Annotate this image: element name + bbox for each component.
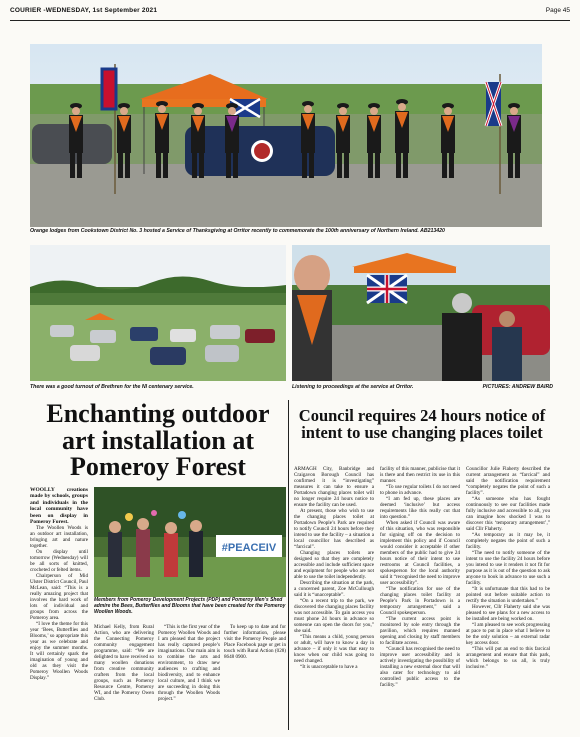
photo-listening-service — [292, 245, 550, 381]
photo-brethren-turnout — [30, 245, 286, 381]
article-paragraph: At present, those who wish to use the changing places toilet at Portadown People’s Park are required to notify Council 24 hours before they intend to use the facility – a situation a local councillor has described as “farcical”. — [294, 508, 374, 550]
article-paragraph: “The current access point is monitored by sole entry through the pavilion, which requires manned opening and closing by staff members to facilitate access. — [380, 616, 460, 646]
article-paragraph: When asked if Council was aware of this situation, who was responsible for signing off on the decision to implement this policy and if Council would consider it acceptable if other members of the public had to give 24 hours notice of their intent to use restrooms at Council facilities, a spokesperson for the local authority said it “recognised the need to improve user accessibility”. — [380, 520, 460, 586]
right-article-col3 — [466, 466, 550, 670]
left-article-col1 — [30, 487, 88, 681]
photo-caption-orange-lodges: Orange lodges from Cookstown District No. 3 hosted a Service of Thanksgiving at Orritor recently to commemorate the 100th anniversary of Northern Ireland. AB213420 — [30, 228, 445, 234]
publication-dateline: COURIER -WEDNESDAY, 1st September 2021 — [10, 7, 158, 14]
article-paragraph: To keep up to date and for further information, please visit the Pomeroy People and Place Facebook page or get in touch with Rural Action (028) 8648 0900. — [224, 624, 286, 660]
right-article-col2 — [380, 466, 460, 688]
article-paragraph: “The notification for use of the changing places toilet facility at People’s Park in Portadown is a temporary arrangement,” said a Council spokesperson. — [380, 586, 460, 616]
left-article-col3 — [158, 624, 220, 702]
article-paragraph: “The need to notify someone of the intent to use the facility 24 hours before you intend to use it renders it not fit for purpose as it is out of the question to ask anyone to book in advance to use such a facility. — [466, 550, 550, 586]
article-paragraph: “This will put an end to this farcical arrangement and ensure that this park, which belongs to us all, is truly inclusive.” — [466, 646, 550, 670]
photo-orange-lodges — [30, 44, 542, 227]
photo-woollen-woods — [94, 487, 286, 597]
article-paragraph: Describing the situation at the park, a concerned parent, Zoe McCullough said it is “unacceptable”. — [294, 580, 374, 598]
article-paragraph: However, Cllr Flaherty said she was pleased to see plans for a new access to be installed are being worked on. — [466, 604, 550, 622]
article-paragraph: “It is unacceptable to have a — [300, 664, 358, 670]
article-intro: WOOLLY creations made by schools, groups and individuals in the local community have been on display in Pomeroy Forest. — [30, 487, 88, 526]
article-paragraph: “This means a child, young person or adult, will have to know a day in advance – if only it was that easy to know when our child was going to need changed. — [294, 634, 374, 664]
article-paragraph: facility of this manner, publicise that it is there and then restrict its use in this manner. — [380, 466, 460, 484]
article-paragraph: Chairperson of Mid Ulster District Council, Paul McLean, said: “This is a really amazing project that involves the hard work of lots of individual and groups from across the Pomeroy area. — [30, 573, 89, 622]
article-paragraph: Changing places toilets are designed so that they are completely accessible and include sufficient space and equipment for people who are not able to use the toilet independently. — [294, 550, 374, 580]
left-article-col4 — [224, 624, 286, 660]
photo-caption-woollen-woods: Members from Pomeroy Development Projects (PDP) and Pomeroy Men’s Shed admire the Bees, Butterflies and Blooms that have been created for the Pomeroy Woollen Woods. — [94, 597, 286, 615]
article-paragraph: “Council has recognised the need to improve user accessibility and is actively investigating the possibility of installing a new external door that will also cater for technology to aid controlled public access to the facility.” — [380, 646, 460, 688]
article-paragraph: “I am pleased to see work progressing at pace to put in place what I believe to be the only solution – an external radar key access door. — [466, 622, 550, 646]
column-divider — [288, 400, 289, 730]
article-paragraph: “I am fed up, these places are deemed ‘inclusive’ but access requirements like this really cut that into question.” — [380, 496, 460, 520]
page-number: Page 45 — [545, 7, 570, 14]
article-paragraph: “I love the theme for this year ‘Bees, Butterflies and Blooms,’ so appropriate this year as we celebrate and enjoy the summer months. It will certainly spark the imagination of young and old as they visit the Pomeroy Woollen Woods Display.” — [30, 621, 88, 682]
page-header — [10, 4, 570, 21]
article-paragraph: “To use regular toilets I do not need to phone in advance. — [380, 484, 460, 496]
left-article-col2 — [94, 624, 154, 702]
photo-caption-brethren: There was a good turnout of Brethren for the NI centenary service. — [30, 384, 194, 390]
article-paragraph: Councillor Julie Flaherty described the current arrangement as “farcical” and said the notification requirement “completely negates the point of such a facility”. — [466, 466, 550, 496]
article-paragraph: On display until tomorrow (Wednesday) will be all sorts of knitted, crocheted or felted items. — [30, 549, 88, 574]
article-paragraph: “On a recent trip to the park, we discovered the changing places facility was not accessible. To gain access you must phone 24 hours in advance so someone can open the doors for you,” she said. — [294, 598, 374, 634]
article-paragraph: ARMAGH City, Banbridge and Craigavon Borough Council has confirmed it is “investigating” measures it can take to ensure a Portadown changing places toilet will no longer require 24 hours notice to ensure the facility can be used. — [294, 466, 374, 508]
article-paragraph: “As temporary as it may be, it completely negates the point of such a facility. — [466, 532, 550, 550]
article-paragraph: “This is the first year of the Pomeroy Woollen Woods and I am pleased that the project has really captured people’s imaginations. Our main aim is to combine the arts and environment, to draw new audiences to crafting and biodiversity, and to enhance local culture, and I think we are succeeding in doing this through the Woollen Woods project.” — [158, 624, 221, 702]
headline-council-24-hours: Council requires 24 hours notice of intent to use changing places toilet — [298, 406, 546, 442]
article-paragraph: Michael Kelly, from Rural Action, who are delivering the Connecting Pomeroy community engagement programme, said: “We are delighted to have received so many woollen donations from creative community crafters from the local groups, such as Pomeroy Resource Centre, Pomeroy WI, and the Pomeroy Owen Club. — [94, 624, 154, 702]
right-article-col1 — [294, 466, 374, 670]
article-paragraph: The Woollen Woods is an outdoor art installation, bringing art and nature together. — [30, 525, 88, 550]
headline-enchanting-outdoor-art: Enchanting outdoor art installation at Pomeroy Forest — [46, 399, 270, 482]
peace-sign-text: #PEACEIV — [221, 542, 277, 554]
photo-credit: PICTURES: ANDREW BAIRD — [482, 384, 553, 390]
article-paragraph: “As someone who has fought continuously to see our facilities made fully inclusive and accessible to all, you can imagine how shocked I was to discover this ‘temporary arrangement’,” said Cllr Flaherty. — [466, 496, 550, 532]
article-paragraph: “It is unfortunate that this had to be pointed out before suitable action to rectify the situation is undertaken.” — [466, 586, 550, 604]
photo-caption-listening: Listening to proceedings at the service at Orritor. — [292, 384, 414, 390]
